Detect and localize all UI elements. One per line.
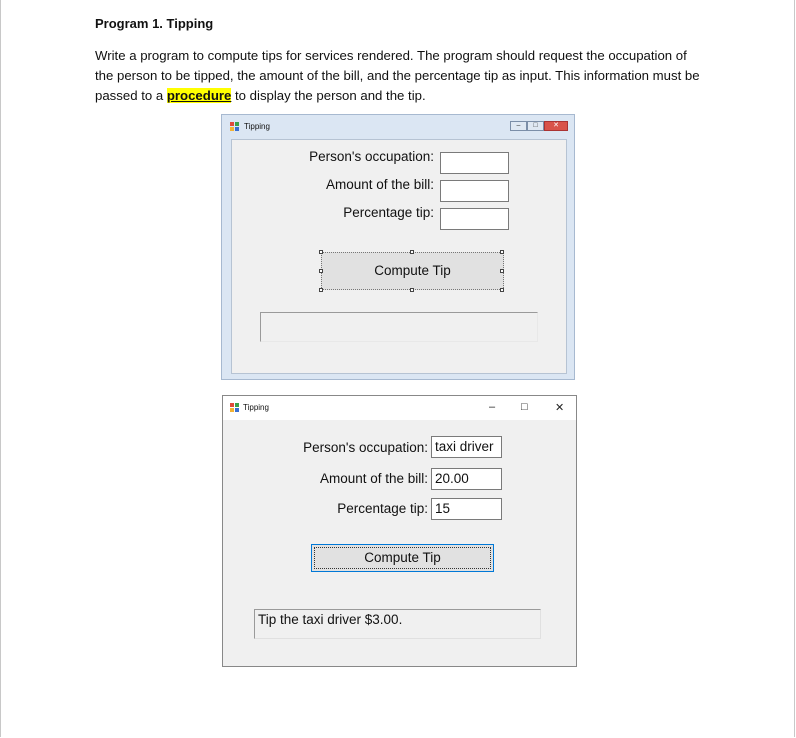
window-controls (510, 121, 568, 131)
close-icon[interactable]: ✕ (544, 121, 568, 131)
percent-input[interactable]: 15 (431, 498, 502, 520)
occupation-input[interactable] (440, 152, 509, 174)
run-title-bar[interactable] (223, 396, 576, 420)
bill-label: Amount of the bill: (319, 471, 428, 486)
close-icon[interactable]: ✕ (555, 402, 565, 414)
design-form-window (221, 114, 575, 380)
highlighted-word: procedure (166, 88, 232, 103)
design-form-client (231, 139, 567, 374)
resize-handle[interactable] (410, 288, 414, 292)
occupation-input[interactable]: taxi driver (431, 436, 502, 458)
maximize-icon[interactable]: □ (521, 401, 528, 413)
percent-input[interactable] (440, 208, 509, 230)
compute-tip-button[interactable]: Compute Tip (321, 252, 504, 290)
bill-label: Amount of the bill: (325, 177, 434, 192)
bill-input[interactable]: 20.00 (431, 468, 502, 490)
focus-rectangle (314, 547, 491, 569)
resize-handle[interactable] (500, 288, 504, 292)
document-heading: Program 1. Tipping (95, 16, 214, 31)
design-title-bar[interactable] (222, 115, 574, 139)
percent-label: Percentage tip: (343, 205, 434, 220)
occupation-label: Person's occupation: (309, 149, 434, 164)
compute-tip-label: Compute Tip (364, 550, 441, 565)
result-output-box: Tip the taxi driver $3.00. (254, 609, 541, 639)
bill-input[interactable] (440, 180, 509, 202)
result-output-box (260, 312, 538, 342)
maximize-icon[interactable]: □ (527, 121, 544, 131)
window-title: Tipping (244, 122, 270, 131)
resize-handle[interactable] (500, 250, 504, 254)
resize-handle[interactable] (319, 250, 323, 254)
resize-handle[interactable] (500, 269, 504, 273)
app-icon (230, 403, 240, 413)
resize-handle[interactable] (319, 288, 323, 292)
occupation-label: Person's occupation: (303, 440, 428, 455)
minimize-icon[interactable]: – (489, 401, 496, 413)
resize-handle[interactable] (410, 250, 414, 254)
percent-label: Percentage tip: (337, 501, 428, 516)
app-icon (230, 122, 240, 132)
paragraph-text-2: to display the person and the tip. (231, 88, 426, 103)
resize-handle[interactable] (319, 269, 323, 273)
window-title: Tipping (243, 403, 269, 412)
run-form-window (222, 395, 577, 667)
compute-tip-button[interactable] (311, 544, 494, 572)
document-paragraph (95, 46, 705, 106)
paragraph-text-1: Write a program to compute tips for services rendered. The program should request the occupation of the person to be tipped, the amount of the bill, and the percentage tip as input. This information must be passed to a (95, 48, 700, 103)
minimize-icon[interactable]: – (510, 121, 527, 131)
